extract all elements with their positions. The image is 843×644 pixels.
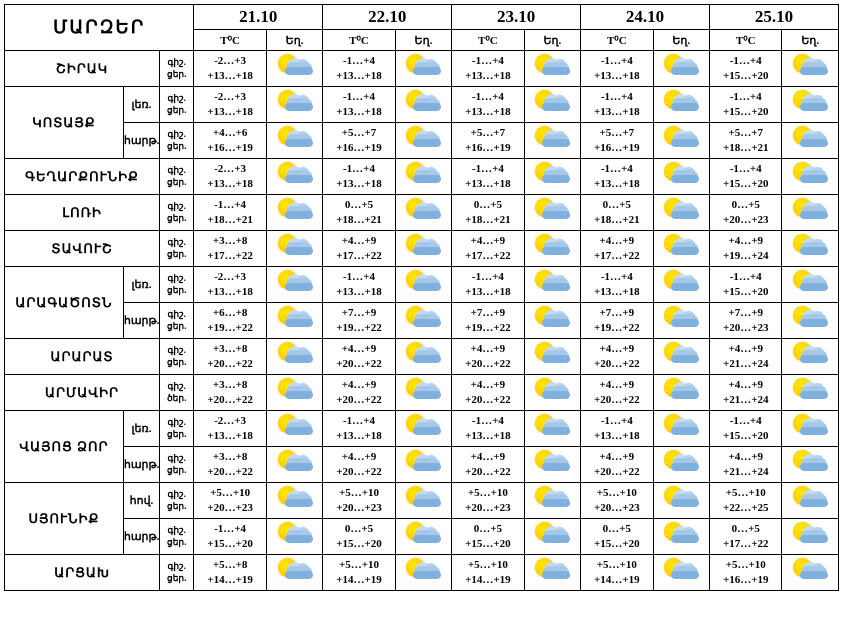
sun-behind-cloud-icon: [275, 377, 315, 403]
region-label: ԳԵՂԱՐՔՈՒՆԻՔ: [5, 159, 160, 195]
weather-icon-cell: [266, 51, 322, 87]
sun-behind-cloud-icon: [275, 269, 315, 295]
table-row: [5, 231, 839, 267]
header-weather-1: Եղ.: [395, 30, 451, 51]
sun-behind-cloud-icon: [403, 161, 443, 187]
temp-cell: -1…+4 +15…+20: [709, 159, 782, 195]
sun-behind-cloud-icon: [790, 161, 830, 187]
weather-icon-cell: [782, 231, 839, 267]
weather-icon-cell: [653, 231, 709, 267]
temp-cell: +7…+9 +19…+22: [581, 303, 654, 339]
table-row: [5, 555, 839, 591]
region-label: ԱՐԱՐԱՏ: [5, 339, 160, 375]
sun-behind-cloud-icon: [661, 449, 701, 475]
sun-behind-cloud-icon: [275, 161, 315, 187]
sun-behind-cloud-icon: [790, 449, 830, 475]
weather-icon-cell: [524, 231, 580, 267]
sun-behind-cloud-icon: [275, 485, 315, 511]
subregion-label: հարթ.: [123, 303, 159, 339]
weather-icon-cell: [653, 483, 709, 519]
weather-icon-cell: [266, 375, 322, 411]
weather-icon-cell: [653, 123, 709, 159]
sun-behind-cloud-icon: [661, 341, 701, 367]
sun-behind-cloud-icon: [275, 89, 315, 115]
temp-cell: +3…+8 +17…+22: [194, 231, 267, 267]
daynight-labels: գիշ. ցեր.: [160, 483, 194, 519]
weather-icon-cell: [524, 339, 580, 375]
sun-behind-cloud-icon: [532, 521, 572, 547]
sun-behind-cloud-icon: [790, 413, 830, 439]
sun-behind-cloud-icon: [275, 233, 315, 259]
region-label: ԱՐԱԳԱԾՈՏՆ: [5, 267, 124, 339]
forecast-table: [4, 4, 839, 591]
temp-cell: -1…+4 +13…+18: [323, 267, 396, 303]
sun-behind-cloud-icon: [532, 557, 572, 583]
sun-behind-cloud-icon: [275, 413, 315, 439]
region-label: ՇԻՐԱԿ: [5, 51, 160, 87]
sun-behind-cloud-icon: [790, 125, 830, 151]
sun-behind-cloud-icon: [661, 557, 701, 583]
table-row: [5, 483, 839, 519]
weather-icon-cell: [782, 303, 839, 339]
sun-behind-cloud-icon: [790, 341, 830, 367]
temp-cell: -1…+4 +13…+18: [323, 51, 396, 87]
temp-cell: -1…+4 +15…+20: [709, 51, 782, 87]
region-label: ԿՈՏԱՅՔ: [5, 87, 124, 159]
weather-icon-cell: [266, 411, 322, 447]
daynight-labels: գիշ. ցեր.: [160, 51, 194, 87]
temp-cell: +4…+9 +19…+24: [709, 231, 782, 267]
weather-icon-cell: [782, 483, 839, 519]
sun-behind-cloud-icon: [403, 485, 443, 511]
header-temp-0: T⁰C: [194, 30, 267, 51]
weather-icon-cell: [782, 447, 839, 483]
temp-cell: -1…+4 +13…+18: [581, 159, 654, 195]
temp-cell: +4…+9 +20…+22: [581, 375, 654, 411]
sun-behind-cloud-icon: [790, 89, 830, 115]
weather-icon-cell: [653, 303, 709, 339]
sun-behind-cloud-icon: [790, 377, 830, 403]
sun-behind-cloud-icon: [790, 305, 830, 331]
temp-cell: +5…+10 +14…+19: [452, 555, 525, 591]
temp-cell: -1…+4 +13…+18: [452, 267, 525, 303]
sun-behind-cloud-icon: [403, 233, 443, 259]
weather-icon-cell: [266, 123, 322, 159]
table-row: [5, 519, 839, 555]
weather-icon-cell: [266, 555, 322, 591]
weather-icon-cell: [395, 519, 451, 555]
header-date-1: 22.10: [323, 5, 452, 30]
temp-cell: +5…+10 +20…+23: [323, 483, 396, 519]
sun-behind-cloud-icon: [275, 557, 315, 583]
weather-icon-cell: [782, 339, 839, 375]
temp-cell: -2…+3 +13…+18: [194, 51, 267, 87]
temp-cell: +7…+9 +19…+22: [323, 303, 396, 339]
temp-cell: +7…+9 +20…+23: [709, 303, 782, 339]
sun-behind-cloud-icon: [532, 233, 572, 259]
temp-cell: -2…+3 +13…+18: [194, 87, 267, 123]
temp-cell: 0…+5 +15…+20: [452, 519, 525, 555]
header-weather-3: Եղ.: [653, 30, 709, 51]
weather-icon-cell: [782, 87, 839, 123]
temp-cell: +3…+8 +20…+22: [194, 375, 267, 411]
sun-behind-cloud-icon: [403, 377, 443, 403]
header-temp-4: T⁰C: [709, 30, 782, 51]
weather-icon-cell: [524, 303, 580, 339]
temp-cell: -1…+4 +15…+20: [709, 87, 782, 123]
sun-behind-cloud-icon: [532, 485, 572, 511]
subregion-label: հարթ.: [123, 123, 159, 159]
subregion-label: լեռ.: [123, 411, 159, 447]
sun-behind-cloud-icon: [275, 449, 315, 475]
temp-cell: -1…+4 +13…+18: [452, 87, 525, 123]
weather-icon-cell: [782, 159, 839, 195]
subregion-label: լեռ.: [123, 267, 159, 303]
weather-icon-cell: [395, 123, 451, 159]
sun-behind-cloud-icon: [532, 449, 572, 475]
daynight-labels: գիշ. ցեր.: [160, 519, 194, 555]
weather-icon-cell: [395, 231, 451, 267]
daynight-labels: գիշ. ցեր.: [160, 231, 194, 267]
temp-cell: +5…+7 +18…+21: [709, 123, 782, 159]
temp-cell: +4…+9 +20…+22: [452, 339, 525, 375]
sun-behind-cloud-icon: [532, 413, 572, 439]
temp-cell: -1…+4 +13…+18: [323, 411, 396, 447]
sun-behind-cloud-icon: [661, 377, 701, 403]
table-row: [5, 123, 839, 159]
sun-behind-cloud-icon: [790, 269, 830, 295]
sun-behind-cloud-icon: [661, 269, 701, 295]
weather-icon-cell: [395, 87, 451, 123]
temp-cell: -1…+4 +13…+18: [323, 159, 396, 195]
sun-behind-cloud-icon: [403, 125, 443, 151]
subregion-label: հով.: [123, 483, 159, 519]
temp-cell: +4…+9 +17…+22: [581, 231, 654, 267]
region-label: ՎԱՅՈՑ ՁՈՐ: [5, 411, 124, 483]
region-label: ԱՐՑԱԽ: [5, 555, 160, 591]
header-temp-2: T⁰C: [452, 30, 525, 51]
table-body: [5, 51, 839, 591]
temp-cell: -1…+4 +13…+18: [581, 51, 654, 87]
weather-icon-cell: [395, 195, 451, 231]
table-row: [5, 195, 839, 231]
weather-icon-cell: [782, 51, 839, 87]
weather-icon-cell: [524, 195, 580, 231]
weather-icon-cell: [395, 267, 451, 303]
temp-cell: -1…+4 +13…+18: [581, 411, 654, 447]
weather-icon-cell: [395, 447, 451, 483]
weather-icon-cell: [395, 51, 451, 87]
header-region-label: ՄԱՐԶԵՐ: [5, 5, 194, 51]
temp-cell: +4…+9 +20…+22: [323, 447, 396, 483]
weather-icon-cell: [395, 375, 451, 411]
sun-behind-cloud-icon: [275, 53, 315, 79]
weather-icon-cell: [782, 375, 839, 411]
weather-icon-cell: [524, 267, 580, 303]
temp-cell: +5…+7 +16…+19: [581, 123, 654, 159]
sun-behind-cloud-icon: [403, 521, 443, 547]
temp-cell: +4…+9 +20…+22: [323, 375, 396, 411]
subregion-label: լեռ.: [123, 87, 159, 123]
temp-cell: +7…+9 +19…+22: [452, 303, 525, 339]
weather-icon-cell: [395, 339, 451, 375]
weather-icon-cell: [782, 195, 839, 231]
weather-icon-cell: [653, 447, 709, 483]
temp-cell: 0…+5 +17…+22: [709, 519, 782, 555]
sun-behind-cloud-icon: [403, 449, 443, 475]
weather-icon-cell: [524, 519, 580, 555]
sun-behind-cloud-icon: [661, 305, 701, 331]
weather-icon-cell: [266, 447, 322, 483]
weather-icon-cell: [782, 519, 839, 555]
weather-icon-cell: [266, 231, 322, 267]
sun-behind-cloud-icon: [532, 197, 572, 223]
region-label: ՍՅՈՒՆԻՔ: [5, 483, 124, 555]
temp-cell: -2…+3 +13…+18: [194, 267, 267, 303]
subregion-label: հարթ.: [123, 447, 159, 483]
temp-cell: -1…+4 +13…+18: [452, 51, 525, 87]
weather-icon-cell: [653, 375, 709, 411]
temp-cell: 0…+5 +20…+23: [709, 195, 782, 231]
sun-behind-cloud-icon: [275, 305, 315, 331]
table-row: [5, 87, 839, 123]
temp-cell: +4…+9 +21…+24: [709, 375, 782, 411]
weather-icon-cell: [524, 87, 580, 123]
temp-cell: +3…+8 +20…+22: [194, 339, 267, 375]
weather-icon-cell: [395, 483, 451, 519]
weather-icon-cell: [266, 483, 322, 519]
weather-icon-cell: [782, 267, 839, 303]
table-row: [5, 375, 839, 411]
temp-cell: -1…+4 +13…+18: [581, 87, 654, 123]
header-date-2: 23.10: [452, 5, 581, 30]
weather-icon-cell: [395, 159, 451, 195]
weather-icon-cell: [524, 411, 580, 447]
sun-behind-cloud-icon: [790, 485, 830, 511]
weather-forecast-page: [0, 4, 843, 644]
weather-icon-cell: [524, 123, 580, 159]
sun-behind-cloud-icon: [532, 125, 572, 151]
table-row: [5, 159, 839, 195]
sun-behind-cloud-icon: [532, 341, 572, 367]
temp-cell: +4…+9 +21…+24: [709, 447, 782, 483]
sun-behind-cloud-icon: [403, 557, 443, 583]
temp-cell: +4…+9 +20…+22: [452, 447, 525, 483]
weather-icon-cell: [653, 411, 709, 447]
table-row: [5, 339, 839, 375]
header-temp-1: T⁰C: [323, 30, 396, 51]
subregion-label: հարթ.: [123, 519, 159, 555]
daynight-labels: գիշ. ցեր.: [160, 195, 194, 231]
temp-cell: -2…+3 +13…+18: [194, 411, 267, 447]
weather-icon-cell: [266, 267, 322, 303]
temp-cell: -1…+4 +13…+18: [452, 159, 525, 195]
weather-icon-cell: [653, 51, 709, 87]
header-date-4: 25.10: [709, 5, 838, 30]
weather-icon-cell: [653, 519, 709, 555]
weather-icon-cell: [395, 303, 451, 339]
region-label: ԱՐՄԱՎԻՐ: [5, 375, 160, 411]
temp-cell: +3…+8 +20…+22: [194, 447, 267, 483]
temp-cell: +4…+9 +21…+24: [709, 339, 782, 375]
sun-behind-cloud-icon: [403, 341, 443, 367]
temp-cell: -1…+4 +13…+18: [581, 267, 654, 303]
weather-icon-cell: [524, 375, 580, 411]
temp-cell: -1…+4 +15…+20: [709, 267, 782, 303]
daynight-labels: գիշ. ցեր.: [160, 411, 194, 447]
sun-behind-cloud-icon: [532, 305, 572, 331]
header-weather-0: Եղ.: [266, 30, 322, 51]
weather-icon-cell: [782, 555, 839, 591]
temp-cell: +4…+9 +20…+22: [452, 375, 525, 411]
sun-behind-cloud-icon: [275, 521, 315, 547]
weather-icon-cell: [266, 519, 322, 555]
header-weather-4: Եղ.: [782, 30, 839, 51]
weather-icon-cell: [524, 51, 580, 87]
temp-cell: +4…+9 +20…+22: [323, 339, 396, 375]
weather-icon-cell: [653, 87, 709, 123]
sun-behind-cloud-icon: [661, 485, 701, 511]
temp-cell: +4…+9 +17…+22: [452, 231, 525, 267]
sun-behind-cloud-icon: [403, 305, 443, 331]
weather-icon-cell: [653, 159, 709, 195]
daynight-labels: գիշ. ծեր.: [160, 375, 194, 411]
table-row: [5, 447, 839, 483]
weather-icon-cell: [524, 159, 580, 195]
header-date-3: 24.10: [581, 5, 710, 30]
temp-cell: +5…+10 +20…+23: [581, 483, 654, 519]
sun-behind-cloud-icon: [661, 125, 701, 151]
temp-cell: -1…+4 +13…+18: [452, 411, 525, 447]
sun-behind-cloud-icon: [661, 233, 701, 259]
header-weather-2: Եղ.: [524, 30, 580, 51]
temp-cell: +5…+7 +16…+19: [323, 123, 396, 159]
weather-icon-cell: [266, 195, 322, 231]
temp-cell: +5…+10 +14…+19: [581, 555, 654, 591]
temp-cell: +5…+10 +20…+23: [452, 483, 525, 519]
temp-cell: +4…+9 +20…+22: [581, 447, 654, 483]
sun-behind-cloud-icon: [661, 89, 701, 115]
weather-icon-cell: [524, 447, 580, 483]
table-header: [5, 5, 839, 51]
daynight-labels: գիշ. ցեր.: [160, 339, 194, 375]
temp-cell: +5…+10 +20…+23: [194, 483, 267, 519]
weather-icon-cell: [266, 339, 322, 375]
weather-icon-cell: [782, 411, 839, 447]
sun-behind-cloud-icon: [790, 197, 830, 223]
temp-cell: +5…+7 +16…+19: [452, 123, 525, 159]
daynight-labels: գիշ. ցեր.: [160, 267, 194, 303]
temp-cell: 0…+5 +18…+21: [323, 195, 396, 231]
temp-cell: +4…+9 +17…+22: [323, 231, 396, 267]
header-temp-3: T⁰C: [581, 30, 654, 51]
weather-icon-cell: [653, 555, 709, 591]
daynight-labels: գիշ. ցեր.: [160, 555, 194, 591]
weather-icon-cell: [782, 123, 839, 159]
daynight-labels: գիշ. ցեր.: [160, 303, 194, 339]
table-row: [5, 411, 839, 447]
weather-icon-cell: [266, 159, 322, 195]
daynight-labels: գիշ. ցեր.: [160, 159, 194, 195]
sun-behind-cloud-icon: [532, 269, 572, 295]
header-date-0: 21.10: [194, 5, 323, 30]
sun-behind-cloud-icon: [275, 197, 315, 223]
sun-behind-cloud-icon: [790, 557, 830, 583]
sun-behind-cloud-icon: [661, 53, 701, 79]
header-row-dates: [5, 5, 839, 30]
temp-cell: +4…+9 +20…+22: [581, 339, 654, 375]
temp-cell: 0…+5 +18…+21: [581, 195, 654, 231]
weather-icon-cell: [395, 555, 451, 591]
weather-icon-cell: [266, 303, 322, 339]
sun-behind-cloud-icon: [275, 125, 315, 151]
weather-icon-cell: [266, 87, 322, 123]
weather-icon-cell: [653, 195, 709, 231]
sun-behind-cloud-icon: [403, 53, 443, 79]
sun-behind-cloud-icon: [532, 53, 572, 79]
weather-icon-cell: [653, 267, 709, 303]
weather-icon-cell: [524, 555, 580, 591]
sun-behind-cloud-icon: [661, 161, 701, 187]
temp-cell: +6…+8 +19…+22: [194, 303, 267, 339]
sun-behind-cloud-icon: [403, 413, 443, 439]
temp-cell: -1…+4 +13…+18: [323, 87, 396, 123]
daynight-labels: գիշ. ցեր.: [160, 447, 194, 483]
temp-cell: -1…+4 +15…+20: [709, 411, 782, 447]
temp-cell: +5…+10 +14…+19: [323, 555, 396, 591]
temp-cell: +4…+6 +16…+19: [194, 123, 267, 159]
temp-cell: -1…+4 +18…+21: [194, 195, 267, 231]
weather-icon-cell: [524, 483, 580, 519]
temp-cell: +5…+8 +14…+19: [194, 555, 267, 591]
temp-cell: 0…+5 +15…+20: [581, 519, 654, 555]
sun-behind-cloud-icon: [403, 197, 443, 223]
region-label: ԼՈՌԻ: [5, 195, 160, 231]
temp-cell: +5…+10 +22…+25: [709, 483, 782, 519]
table-row: [5, 267, 839, 303]
temp-cell: 0…+5 +15…+20: [323, 519, 396, 555]
sun-behind-cloud-icon: [532, 377, 572, 403]
weather-icon-cell: [395, 411, 451, 447]
table-row: [5, 303, 839, 339]
table-row: [5, 51, 839, 87]
daynight-labels: գիշ. ցեր.: [160, 123, 194, 159]
region-label: ՏԱՎՈՒՇ: [5, 231, 160, 267]
sun-behind-cloud-icon: [661, 197, 701, 223]
daynight-labels: գիշ. ցեր.: [160, 87, 194, 123]
temp-cell: -1…+4 +15…+20: [194, 519, 267, 555]
sun-behind-cloud-icon: [532, 89, 572, 115]
sun-behind-cloud-icon: [275, 341, 315, 367]
sun-behind-cloud-icon: [403, 89, 443, 115]
sun-behind-cloud-icon: [661, 521, 701, 547]
temp-cell: -2…+3 +13…+18: [194, 159, 267, 195]
sun-behind-cloud-icon: [790, 521, 830, 547]
sun-behind-cloud-icon: [532, 161, 572, 187]
temp-cell: +5…+10 +16…+19: [709, 555, 782, 591]
weather-icon-cell: [653, 339, 709, 375]
sun-behind-cloud-icon: [661, 413, 701, 439]
sun-behind-cloud-icon: [790, 233, 830, 259]
sun-behind-cloud-icon: [790, 53, 830, 79]
temp-cell: 0…+5 +18…+21: [452, 195, 525, 231]
sun-behind-cloud-icon: [403, 269, 443, 295]
